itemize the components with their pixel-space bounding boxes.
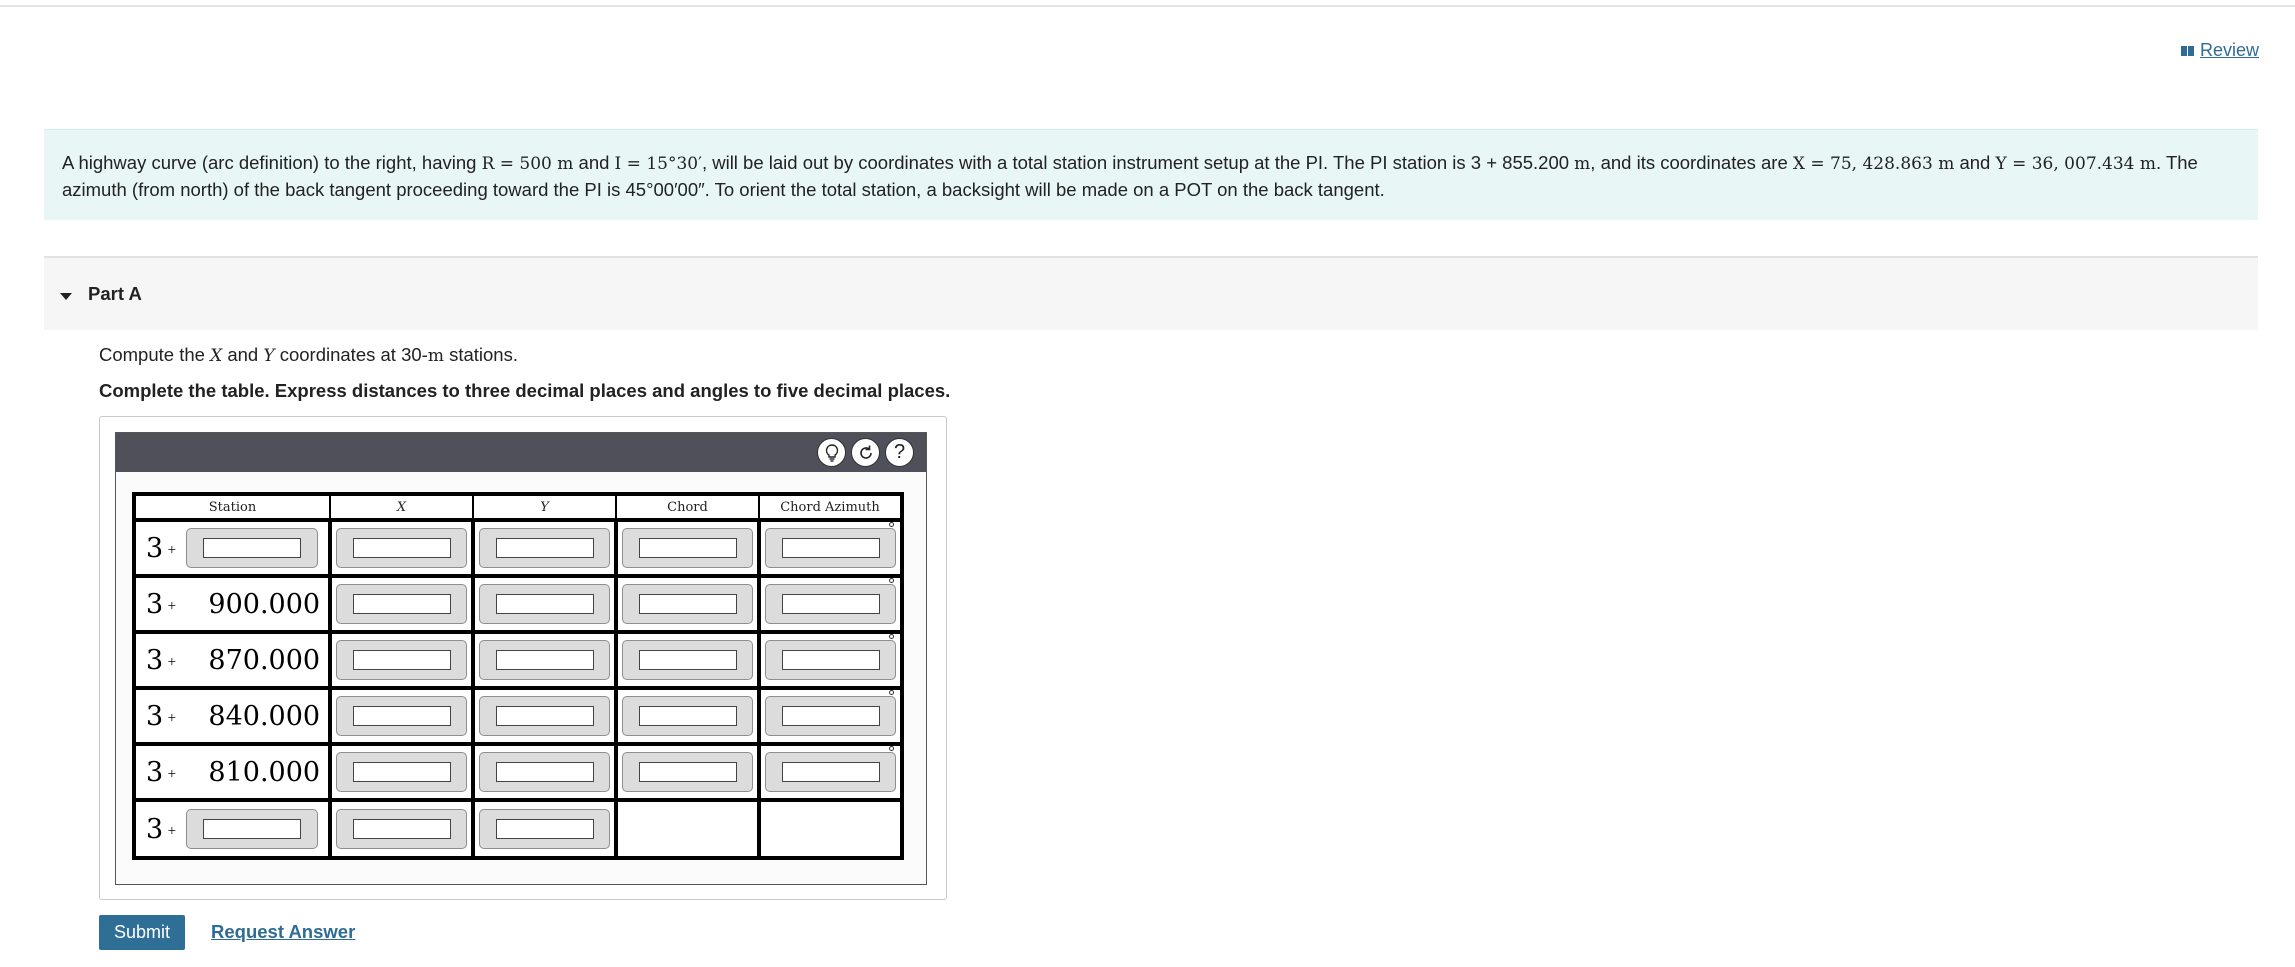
review-label: Review [2199, 40, 2259, 60]
x-cell [330, 688, 473, 744]
y-input[interactable] [479, 752, 610, 792]
station-value: 810.000 [208, 756, 321, 788]
station-plus: + [167, 766, 177, 780]
part-a-title: Part A [88, 283, 142, 304]
input-field[interactable] [782, 538, 880, 558]
book-icon [2181, 46, 2194, 56]
header-chord: Chord [616, 494, 759, 520]
chord-cell [616, 688, 759, 744]
azimuth-cell-empty [759, 800, 902, 858]
station-cell [134, 800, 330, 858]
input-field[interactable] [639, 762, 737, 782]
chord-cell [616, 744, 759, 800]
x-cell [330, 744, 473, 800]
input-field[interactable] [639, 650, 737, 670]
problem-text: . The azimuth (from north) of the back tangent proceeding toward the PI is 45°00′00″. To orient the total station, a backsight will be made on a POT on the back tangent. [62, 152, 2198, 200]
input-field[interactable] [496, 594, 594, 614]
problem-text: A highway curve (arc definition) to the right, having [62, 152, 482, 173]
station-prefix: 3 [146, 700, 164, 732]
station-value: 840.000 [208, 700, 321, 732]
answer-frame [99, 416, 947, 900]
input-field[interactable] [353, 594, 451, 614]
hint-lightbulb-icon[interactable] [817, 438, 846, 467]
station-cell [134, 632, 330, 688]
header-x: X [330, 494, 473, 520]
table-area [116, 472, 926, 884]
input-field[interactable] [353, 762, 451, 782]
station-input[interactable] [186, 809, 318, 849]
caret-down-icon [60, 293, 72, 300]
station-prefix: 3 [146, 644, 164, 676]
station-cell [134, 744, 330, 800]
table-row [134, 688, 902, 744]
input-field[interactable] [639, 538, 737, 558]
chord-input[interactable] [622, 528, 753, 568]
station-plus: + [167, 823, 177, 837]
azimuth-input[interactable] [765, 584, 896, 624]
tool-toolbar [116, 433, 926, 472]
y-input[interactable] [479, 696, 610, 736]
table-row [134, 800, 902, 858]
input-field[interactable] [782, 650, 880, 670]
problem-text: and [1954, 152, 1996, 173]
math-intersection-angle: I = 15°30′ [614, 154, 702, 174]
table-row [134, 520, 902, 576]
input-field[interactable] [353, 706, 451, 726]
y-cell [473, 520, 616, 576]
input-field[interactable] [353, 650, 451, 670]
problem-text: , and its coordinates are [1590, 152, 1793, 173]
azimuth-input[interactable] [765, 640, 896, 680]
resize-handle-icon[interactable] [889, 690, 894, 695]
review-link[interactable] [2181, 40, 2259, 61]
station-prefix: 3 [146, 756, 164, 788]
table-row [134, 632, 902, 688]
resize-handle-icon[interactable] [889, 746, 894, 751]
math-x-coordinate: X = 75, 428.863 m [1792, 154, 1955, 174]
station-value: 900.000 [208, 588, 321, 620]
submit-button[interactable]: Submit [99, 915, 185, 950]
azimuth-input[interactable] [765, 528, 896, 568]
x-input[interactable] [336, 752, 467, 792]
chord-cell [616, 520, 759, 576]
input-field[interactable] [203, 819, 301, 839]
table-row [134, 744, 902, 800]
input-field[interactable] [496, 650, 594, 670]
station-cell [134, 688, 330, 744]
input-field[interactable] [496, 706, 594, 726]
header-chord-azimuth: Chord Azimuth [759, 494, 902, 520]
station-input[interactable] [186, 528, 318, 568]
y-cell [473, 632, 616, 688]
input-field[interactable] [496, 538, 594, 558]
x-input[interactable] [336, 584, 467, 624]
x-input[interactable] [336, 640, 467, 680]
input-field[interactable] [353, 538, 451, 558]
station-prefix: 3 [146, 813, 164, 845]
chord-input[interactable] [622, 584, 753, 624]
azimuth-input[interactable] [765, 752, 896, 792]
header-y: Y [473, 494, 616, 520]
math-y-coordinate: Y = 36, 007.434 m [1995, 154, 2157, 174]
station-value: 870.000 [208, 644, 321, 676]
x-input[interactable] [336, 528, 467, 568]
top-divider [0, 5, 2295, 7]
x-cell [330, 800, 473, 858]
azimuth-cell [759, 688, 902, 744]
station-prefix: 3 [146, 588, 164, 620]
y-input[interactable] [479, 809, 610, 849]
math-unit: m [1574, 154, 1591, 174]
azimuth-cell [759, 632, 902, 688]
station-plus: + [167, 542, 177, 556]
azimuth-cell [759, 744, 902, 800]
table-tool [115, 432, 927, 885]
input-field[interactable] [639, 594, 737, 614]
chord-input[interactable] [622, 752, 753, 792]
azimuth-cell [759, 520, 902, 576]
y-input[interactable] [479, 528, 610, 568]
input-field[interactable] [496, 762, 594, 782]
station-plus: + [167, 654, 177, 668]
reset-icon[interactable] [851, 438, 880, 467]
x-cell [330, 632, 473, 688]
y-cell [473, 688, 616, 744]
x-cell [330, 520, 473, 576]
input-field[interactable] [203, 538, 301, 558]
problem-text: and [573, 152, 615, 173]
request-answer-link[interactable]: Request Answer [211, 921, 356, 942]
azimuth-cell [759, 576, 902, 632]
help-icon[interactable]: ? [885, 438, 914, 467]
chord-cell [616, 576, 759, 632]
station-cell [134, 576, 330, 632]
y-cell [473, 576, 616, 632]
station-plus: + [167, 598, 177, 612]
table-row [134, 576, 902, 632]
x-input[interactable] [336, 696, 467, 736]
input-field[interactable] [782, 762, 880, 782]
resize-handle-icon[interactable] [889, 578, 894, 583]
y-cell [473, 744, 616, 800]
y-input[interactable] [479, 584, 610, 624]
coordinate-table [132, 492, 904, 860]
station-plus: + [167, 710, 177, 724]
input-field[interactable] [496, 819, 594, 839]
chord-cell-empty [616, 800, 759, 858]
chord-input[interactable] [622, 696, 753, 736]
resize-handle-icon[interactable] [889, 522, 894, 527]
header-station: Station [134, 494, 330, 520]
y-input[interactable] [479, 640, 610, 680]
resize-handle-icon[interactable] [889, 634, 894, 639]
x-cell [330, 576, 473, 632]
problem-text: , will be laid out by coordinates with a total station instrument setup at the PI. The PI station is 3 + 855.200 [701, 152, 1575, 173]
table-header-row [134, 494, 902, 520]
azimuth-input[interactable] [765, 696, 896, 736]
instruction-complete-table: Complete the table. Express distances to three decimal places and angles to five decimal places. [99, 380, 951, 401]
station-prefix: 3 [146, 532, 164, 564]
problem-statement [44, 129, 2258, 220]
instruction-compute: Compute the X and Y coordinates at 30-m stations. [99, 344, 518, 366]
x-input[interactable] [336, 809, 467, 849]
chord-cell [616, 632, 759, 688]
chord-input[interactable] [622, 640, 753, 680]
y-cell [473, 800, 616, 858]
station-cell [134, 520, 330, 576]
input-field[interactable] [353, 819, 451, 839]
input-field[interactable] [782, 706, 880, 726]
input-field[interactable] [782, 594, 880, 614]
math-radius: R = 500 m [481, 154, 574, 174]
input-field[interactable] [639, 706, 737, 726]
part-a-toggle[interactable] [44, 256, 2258, 330]
